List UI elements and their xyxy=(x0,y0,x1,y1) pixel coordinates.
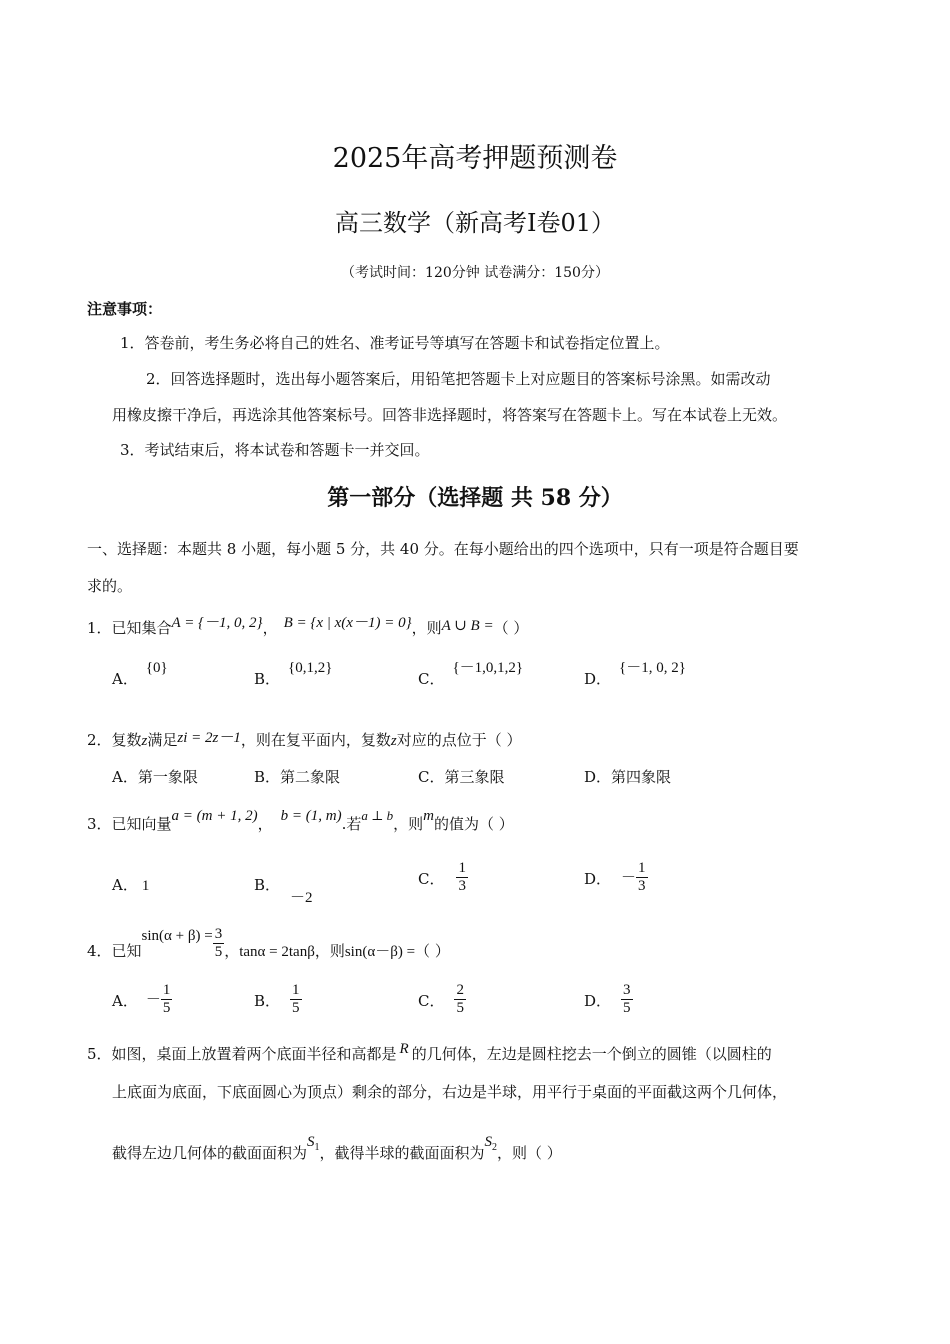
q3-if: .若 xyxy=(341,815,362,833)
option-label: C． xyxy=(418,670,445,688)
q2-rest: ，则在复平面内，复数 xyxy=(240,731,391,749)
option-fraction xyxy=(636,860,648,895)
option-value: {0} xyxy=(145,660,168,676)
q3-vec-b: b = (1, m) xyxy=(280,808,342,824)
q4-tan: tanα = 2tanβ xyxy=(239,943,315,960)
q1-set-b: B = {x | x(x－1) = 0} xyxy=(283,615,412,631)
q1-option-b[interactable] xyxy=(254,660,333,689)
option-fraction xyxy=(456,860,468,895)
option-value: －2 xyxy=(290,890,313,906)
notice-item-3: 3．考试结束后，将本试卷和答题卡一并交回。 xyxy=(120,441,430,459)
q3-option-a[interactable] xyxy=(112,874,149,895)
question-3 xyxy=(87,808,514,834)
q2-prefix: 2．复数 xyxy=(87,731,142,749)
option-sign: － xyxy=(621,869,637,886)
option-label: A． xyxy=(112,670,138,688)
q1-set-a: A = {－1, 0, 2} xyxy=(171,615,263,631)
option-label: B． xyxy=(254,768,281,786)
option-label: B． xyxy=(254,991,281,1010)
fraction-numerator: 1 xyxy=(638,860,646,876)
option-label: A． xyxy=(112,768,138,786)
q4-option-b[interactable] xyxy=(254,982,302,1017)
q3-option-b[interactable] xyxy=(254,874,313,906)
fraction-denominator: 3 xyxy=(638,878,646,894)
q2-rest2: 对应的点位于（ ） xyxy=(396,731,522,749)
exam-info: （考试时间：120分钟 试卷满分：150分） xyxy=(341,265,609,281)
q5-s1 xyxy=(307,1134,320,1153)
q3-vec-a: a = (m + 1, 2) xyxy=(171,808,258,824)
option-fraction xyxy=(161,982,173,1017)
q4-paren: （ ） xyxy=(415,941,450,960)
q3-rest: 的值为（ ） xyxy=(433,815,514,833)
q4-target: sin(α－β) = xyxy=(344,943,416,960)
question-5-line-1 xyxy=(87,1043,772,1064)
question-5-line-3 xyxy=(112,1134,562,1165)
q2-z2: z xyxy=(390,733,397,749)
option-label: D． xyxy=(584,991,612,1010)
part1-instruction-a: 一、选择题：本题共 8 小题，每小题 5 分，共 40 分。在每小题给出的四个选项中，只有一项是符合题目要 xyxy=(87,540,799,558)
option-value: {－1,0,1,2} xyxy=(452,660,524,676)
option-value: 1 xyxy=(141,878,150,894)
fraction-denominator: 5 xyxy=(456,1000,464,1016)
q4-option-a[interactable] xyxy=(112,982,172,1017)
option-label: D． xyxy=(584,869,612,888)
option-value: {0,1,2} xyxy=(288,660,333,676)
fraction-numerator: 3 xyxy=(623,982,631,998)
option-label: A． xyxy=(112,991,138,1010)
option-label: C． xyxy=(418,869,445,888)
fraction-numerator: 3 xyxy=(214,926,223,942)
option-label: D． xyxy=(584,670,612,688)
q2-z: z xyxy=(141,733,148,749)
fraction-numerator: 1 xyxy=(458,860,466,876)
q1-option-c[interactable] xyxy=(418,660,524,689)
q4-then: ，则 xyxy=(314,941,345,960)
q5-s2 xyxy=(484,1134,498,1153)
option-value: 第二象限 xyxy=(280,768,341,786)
q1-comma: ， xyxy=(262,619,278,637)
fraction-denominator: 5 xyxy=(162,1000,171,1016)
option-sign: － xyxy=(145,991,161,1008)
q3-comma: ， xyxy=(257,815,273,833)
q2-equation: zi = 2z－1 xyxy=(177,730,241,746)
fraction-denominator: 3 xyxy=(458,878,466,894)
option-label: C． xyxy=(418,991,445,1010)
q4-option-c[interactable] xyxy=(418,982,466,1017)
fraction-denominator: 5 xyxy=(623,1000,631,1016)
q3-prefix: 3．已知向量 xyxy=(87,815,172,833)
question-1 xyxy=(87,617,528,638)
notice-item-1: 1．答卷前，考生务必将自己的姓名、准考证号等填写在答题卡和试卷指定位置上。 xyxy=(120,334,670,352)
option-fraction xyxy=(454,982,466,1017)
option-label: D． xyxy=(584,768,612,786)
exam-subtitle: 高三数学（新高考Ⅰ卷01） xyxy=(334,209,616,237)
q3-then: ，则 xyxy=(393,815,424,833)
q3-m: m xyxy=(423,808,434,824)
question-2 xyxy=(87,729,522,750)
q1-expr: A ∪ B = xyxy=(441,618,494,634)
q5-s2-subscript: 2 xyxy=(492,1142,498,1153)
notice-item-2a: 2．回答选择题时，选出每小题答案后，用铅笔把答题卡上对应题目的答案标号涂黑。如需改动 xyxy=(146,370,771,388)
q4-sin-lhs: sin(α + β) = xyxy=(141,927,213,944)
q2-option-c[interactable] xyxy=(418,766,505,787)
q2-satisfy: 满足 xyxy=(147,731,178,749)
q4-comma: ， xyxy=(224,941,240,960)
q1-paren: （ ） xyxy=(493,619,529,637)
fraction-numerator: 1 xyxy=(162,982,171,998)
q2-option-d[interactable] xyxy=(584,766,671,787)
q5-s1-letter: S xyxy=(307,1134,315,1150)
option-label: A． xyxy=(112,876,138,894)
q5-text: 截得左边几何体的截面面积为 xyxy=(112,1144,308,1162)
notice-item-2b: 用橡皮擦干净后，再选涂其他答案标号。回答非选择题时，将答案写在答题卡上。写在本试卷上无效。 xyxy=(112,406,788,424)
fraction-denominator: 5 xyxy=(214,944,223,960)
q1-prefix: 1．已知集合 xyxy=(87,619,172,637)
option-value: 第三象限 xyxy=(444,768,505,786)
q5-s1-subscript: 1 xyxy=(314,1142,320,1153)
q4-option-d[interactable] xyxy=(584,982,633,1017)
part1-instruction-b: 求的。 xyxy=(87,577,133,595)
option-value: 第四象限 xyxy=(611,768,672,786)
notice-heading: 注意事项： xyxy=(87,300,163,318)
question-4 xyxy=(87,918,450,960)
q3-option-c[interactable] xyxy=(418,860,468,895)
option-label: B． xyxy=(254,876,281,894)
option-value: {－1, 0, 2} xyxy=(619,660,686,676)
q3-option-d[interactable] xyxy=(584,860,648,895)
fraction-numerator: 2 xyxy=(456,982,464,998)
q5-text: ，则（ ） xyxy=(497,1144,562,1162)
q2-option-a[interactable] xyxy=(112,766,198,787)
fraction-denominator: 5 xyxy=(292,1000,300,1016)
option-label: B． xyxy=(254,670,281,688)
option-label: C． xyxy=(418,768,445,786)
q1-option-d[interactable] xyxy=(584,660,686,689)
q3-perp: a ⊥ b xyxy=(361,808,394,823)
q4-prefix: 4．已知 xyxy=(87,941,142,960)
q5-text: 5．如图，桌面上放置着两个底面半径和高都是 xyxy=(87,1045,397,1063)
fraction-numerator: 1 xyxy=(292,982,300,998)
q5-text: ，截得半球的截面面积为 xyxy=(319,1144,485,1162)
q5-text: 的几何体，左边是圆柱挖去一个倒立的圆锥（以圆柱的 xyxy=(411,1045,772,1063)
q5-r: R xyxy=(399,1041,409,1057)
exam-title: 2025年高考押题预测卷 xyxy=(332,143,618,174)
part1-heading: 第一部分（选择题 共 58 分） xyxy=(327,485,623,511)
q1-option-a[interactable] xyxy=(112,660,168,689)
option-value: 第一象限 xyxy=(137,768,198,786)
q4-sin-fraction xyxy=(213,926,225,961)
question-5-line-2: 上底面为底面，下底面圆心为顶点）剩余的部分，右边是半球，用平行于桌面的平面截这两个几何体， xyxy=(112,1083,788,1101)
q5-s2-letter: S xyxy=(484,1134,493,1150)
option-fraction xyxy=(621,982,633,1017)
q1-then: ，则 xyxy=(411,619,442,637)
q2-option-b[interactable] xyxy=(254,766,340,787)
option-fraction xyxy=(290,982,302,1017)
